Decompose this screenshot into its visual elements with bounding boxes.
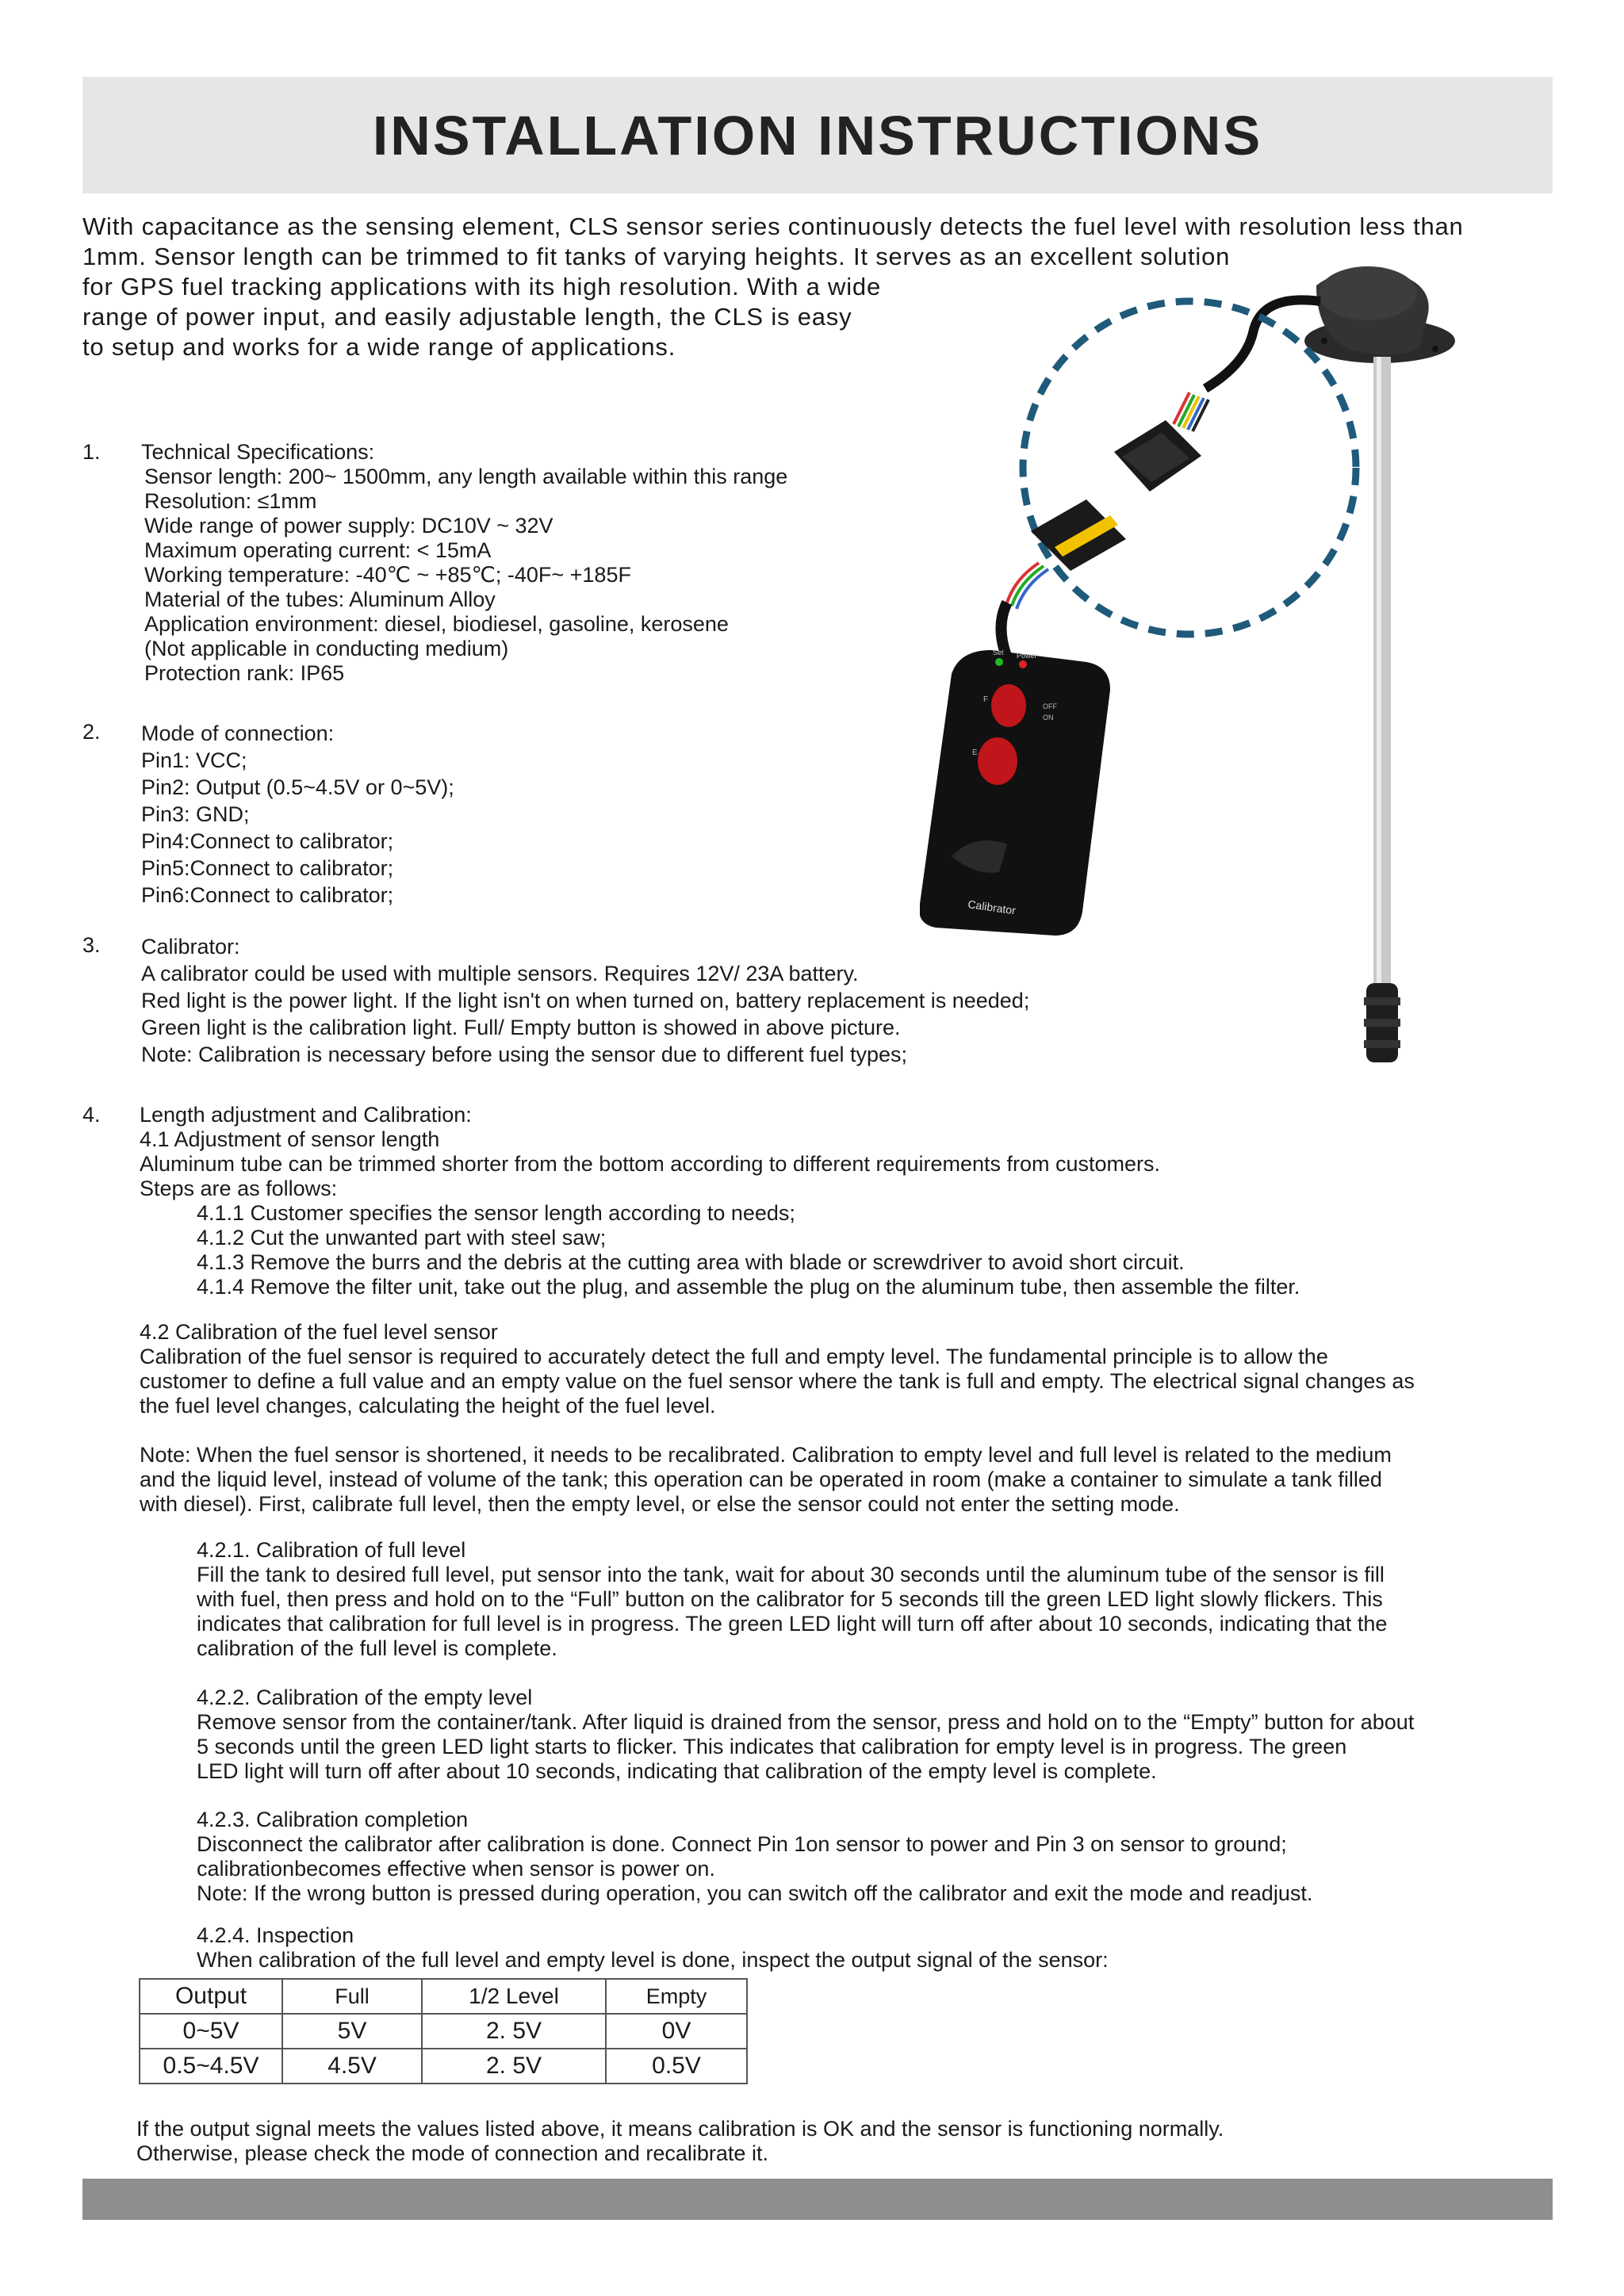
step-line: 4.1.1 Customer specifies the sensor length according to needs; bbox=[197, 1201, 795, 1225]
subsection-title: 4.1 Adjustment of sensor length bbox=[140, 1127, 440, 1151]
pin-line: Pin1: VCC; bbox=[141, 748, 247, 772]
full-label: F bbox=[983, 695, 989, 704]
closing-paragraph bbox=[136, 2117, 1224, 2166]
sensor-tube bbox=[1364, 357, 1400, 1062]
paragraph-line: the fuel level changes, calculating the height of the fuel level. bbox=[140, 1394, 716, 1418]
product-illustration bbox=[920, 230, 1459, 1102]
footer-bar bbox=[82, 2179, 1553, 2220]
spec-line: Application environment: diesel, biodiesel, gasoline, kerosene bbox=[144, 612, 729, 636]
paragraph-line: If the output signal meets the values listed above, it means calibration is OK and the sensor is functioning normally. bbox=[136, 2117, 1224, 2141]
section-4-number: 4. bbox=[82, 1103, 101, 1127]
spec-line: Material of the tubes: Aluminum Alloy bbox=[144, 587, 496, 611]
intro-line: With capacitance as the sensing element, CLS sensor series continuously detects the fuel level with resolution less than bbox=[82, 212, 1464, 240]
subsection-text: Aluminum tube can be trimmed shorter from the bottom according to different requirements from customers. bbox=[140, 1152, 1161, 1176]
section-4-2 bbox=[140, 1320, 1415, 1418]
section-heading: Length adjustment and Calibration: bbox=[140, 1103, 472, 1127]
lower-connector bbox=[1031, 499, 1126, 571]
red-led bbox=[1019, 660, 1027, 668]
paragraph-line: with fuel, then press and hold on to the “Full” button on the calibrator for 5 seconds till the green LED light slowly flickers. This bbox=[197, 1587, 1383, 1611]
table-cell: 0.5~4.5V bbox=[140, 2049, 282, 2084]
pin-line: Pin4:Connect to calibrator; bbox=[141, 829, 394, 853]
paragraph-line: Remove sensor from the container/tank. After liquid is drained from the sensor, press and hold on to the “Empty” button for about bbox=[197, 1710, 1415, 1734]
calibrator-device bbox=[920, 649, 1110, 936]
pin-line: Pin3: GND; bbox=[141, 802, 250, 826]
spec-line: Wide range of power supply: DC10V ~ 32V bbox=[144, 514, 553, 538]
off-label: OFF bbox=[1043, 702, 1057, 710]
calibrator-line: Note: Calibration is necessary before using the sensor due to different fuel types; bbox=[141, 1043, 908, 1066]
calibration-note bbox=[140, 1443, 1392, 1517]
sensor-cable bbox=[1205, 300, 1320, 388]
subsection-title: 4.2 Calibration of the fuel level sensor bbox=[140, 1320, 498, 1344]
step-line: 4.1.3 Remove the burrs and the debris at the cutting area with blade or screwdriver to avoid short circuit. bbox=[197, 1250, 1185, 1274]
section-4-2-4 bbox=[197, 1923, 1109, 1973]
spec-line: (Not applicable in conducting medium) bbox=[144, 637, 509, 660]
subsection-text: Steps are as follows: bbox=[140, 1177, 338, 1200]
spec-line: Maximum operating current: < 15mA bbox=[144, 538, 492, 562]
section-heading: Technical Specifications: bbox=[141, 440, 375, 464]
paragraph-line: 5 seconds until the green LED light starts to flicker. This indicates that calibration for empty level is in progress. The green bbox=[197, 1735, 1347, 1758]
upper-connector bbox=[1114, 420, 1201, 492]
step-line: 4.1.2 Cut the unwanted part with steel saw; bbox=[197, 1226, 607, 1249]
pin-line: Pin6:Connect to calibrator; bbox=[141, 883, 394, 907]
table-cell: 2. 5V bbox=[422, 2014, 606, 2049]
section-1-number: 1. bbox=[82, 440, 101, 464]
subsection-title: 4.2.3. Calibration completion bbox=[197, 1808, 469, 1831]
spec-line: Resolution: ≤1mm bbox=[144, 489, 317, 513]
paragraph-line: and the liquid level, instead of volume of the tank; this operation can be operated in room (make a container to simulate a tank filled bbox=[140, 1468, 1382, 1491]
table-header-cell: Full bbox=[282, 1979, 422, 2014]
title-banner bbox=[82, 77, 1553, 193]
intro-line: for GPS fuel tracking applications with its high resolution. With a wide bbox=[82, 273, 881, 300]
empty-label: E bbox=[972, 748, 978, 757]
subsection-title: 4.2.4. Inspection bbox=[197, 1923, 354, 1947]
paragraph-line: Fill the tank to desired full level, put sensor into the tank, wait for about 30 seconds until the aluminum tube of the sensor is fill bbox=[197, 1563, 1385, 1586]
section-4-2-3 bbox=[197, 1808, 1312, 1906]
empty-button[interactable] bbox=[978, 737, 1017, 785]
table-header-cell: Output bbox=[140, 1979, 282, 2014]
spec-line: Sensor length: 200~ 1500mm, any length available within this range bbox=[144, 465, 788, 488]
subsection-title: 4.2.2. Calibration of the empty level bbox=[197, 1686, 533, 1709]
table-cell: 0V bbox=[606, 2014, 747, 2049]
calibrator-line: A calibrator could be used with multiple sensors. Requires 12V/ 23A battery. bbox=[141, 962, 859, 985]
table-cell: 2. 5V bbox=[422, 2049, 606, 2084]
green-led bbox=[995, 658, 1003, 666]
table-cell: 0~5V bbox=[140, 2014, 282, 2049]
section-2-number: 2. bbox=[82, 720, 101, 744]
led-label-power: Power bbox=[1017, 652, 1037, 660]
section-4-length-calibration bbox=[140, 1103, 1300, 1299]
paragraph-line: calibrationbecomes effective when sensor is power on. bbox=[197, 1857, 715, 1881]
section-heading: Mode of connection: bbox=[141, 721, 335, 745]
paragraph-line: with diesel). First, calibrate full level, then the empty level, or else the sensor could not enter the setting mode. bbox=[140, 1492, 1180, 1516]
paragraph-line: calibration of the full level is complete. bbox=[197, 1636, 557, 1660]
calibrator-line: Green light is the calibration light. Full/ Empty button is showed in above picture. bbox=[141, 1016, 901, 1039]
paragraph-line: Otherwise, please check the mode of connection and recalibrate it. bbox=[136, 2141, 768, 2165]
paragraph-line: Disconnect the calibrator after calibration is done. Connect Pin 1on sensor to power and Pin 3 on sensor to ground; bbox=[197, 1832, 1287, 1856]
section-4-2-2 bbox=[197, 1686, 1414, 1784]
spec-line: Protection rank: IP65 bbox=[144, 661, 345, 685]
section-1-technical-specs bbox=[141, 440, 787, 686]
on-label: ON bbox=[1043, 714, 1054, 721]
connector-detail-circle bbox=[1023, 301, 1356, 634]
table-cell: 5V bbox=[282, 2014, 422, 2049]
pin-line: Pin5:Connect to calibrator; bbox=[141, 856, 394, 880]
table-row bbox=[140, 2014, 747, 2049]
pin-line: Pin2: Output (0.5~4.5V or 0~5V); bbox=[141, 775, 454, 799]
paragraph-line: LED light will turn off after about 10 seconds, indicating that calibration of the empty level is complete. bbox=[197, 1759, 1157, 1783]
sensor-head bbox=[1304, 266, 1455, 363]
paragraph-line: Note: If the wrong button is pressed during operation, you can switch off the calibrator and exit the mode and readjust. bbox=[197, 1881, 1313, 1905]
calibrator-brand-label: Calibrator bbox=[967, 897, 1017, 917]
wires bbox=[1174, 392, 1208, 431]
table-header-row bbox=[140, 1979, 747, 2014]
section-3-calibrator bbox=[141, 933, 1029, 1068]
calibrator-line: Red light is the power light. If the light isn't on when turned on, battery replacement is needed; bbox=[141, 989, 1030, 1012]
intro-line: range of power input, and easily adjustable length, the CLS is easy bbox=[82, 303, 852, 331]
table-cell: 0.5V bbox=[606, 2049, 747, 2084]
subsection-title: 4.2.1. Calibration of full level bbox=[197, 1538, 466, 1562]
section-4-2-1 bbox=[197, 1538, 1387, 1661]
full-button[interactable] bbox=[991, 684, 1026, 727]
led-label-set: Set bbox=[993, 649, 1004, 656]
paragraph-line: Calibration of the fuel sensor is required to accurately detect the full and empty level. The fundamental principle is to allow the bbox=[140, 1345, 1328, 1368]
paragraph-line: Note: When the fuel sensor is shortened, it needs to be recalibrated. Calibration to empty level and full level is related to the medium bbox=[140, 1443, 1392, 1467]
spec-line: Working temperature: -40℃ ~ +85℃; -40F~ +185F bbox=[144, 563, 631, 587]
intro-line: to setup and works for a wide range of applications. bbox=[82, 333, 676, 361]
paragraph-line: When calibration of the full level and empty level is done, inspect the output signal of the sensor: bbox=[197, 1948, 1109, 1972]
intro-line: 1mm. Sensor length can be trimmed to fit tanks of varying heights. It serves as an excellent solution bbox=[82, 243, 1231, 270]
section-3-number: 3. bbox=[82, 933, 101, 957]
table-row bbox=[140, 2049, 747, 2084]
paragraph-line: customer to define a full value and an empty value on the fuel sensor where the tank is full and empty. The electrical signal changes as bbox=[140, 1369, 1415, 1393]
page-title: INSTALLATION INSTRUCTIONS bbox=[372, 104, 1263, 166]
step-line: 4.1.4 Remove the filter unit, take out the plug, and assemble the plug on the aluminum tube, then assemble the filter. bbox=[197, 1275, 1300, 1299]
table-header-cell: Empty bbox=[606, 1979, 747, 2014]
paragraph-line: indicates that calibration for full level is in progress. The green LED light will turn off after about 10 seconds, indicating that the bbox=[197, 1612, 1388, 1636]
section-2-connection bbox=[141, 720, 454, 909]
calibrator-wires bbox=[1007, 563, 1048, 609]
section-heading: Calibrator: bbox=[141, 935, 240, 959]
table-cell: 4.5V bbox=[282, 2049, 422, 2084]
output-table bbox=[139, 1978, 748, 2084]
table-header-cell: 1/2 Level bbox=[422, 1979, 606, 2014]
